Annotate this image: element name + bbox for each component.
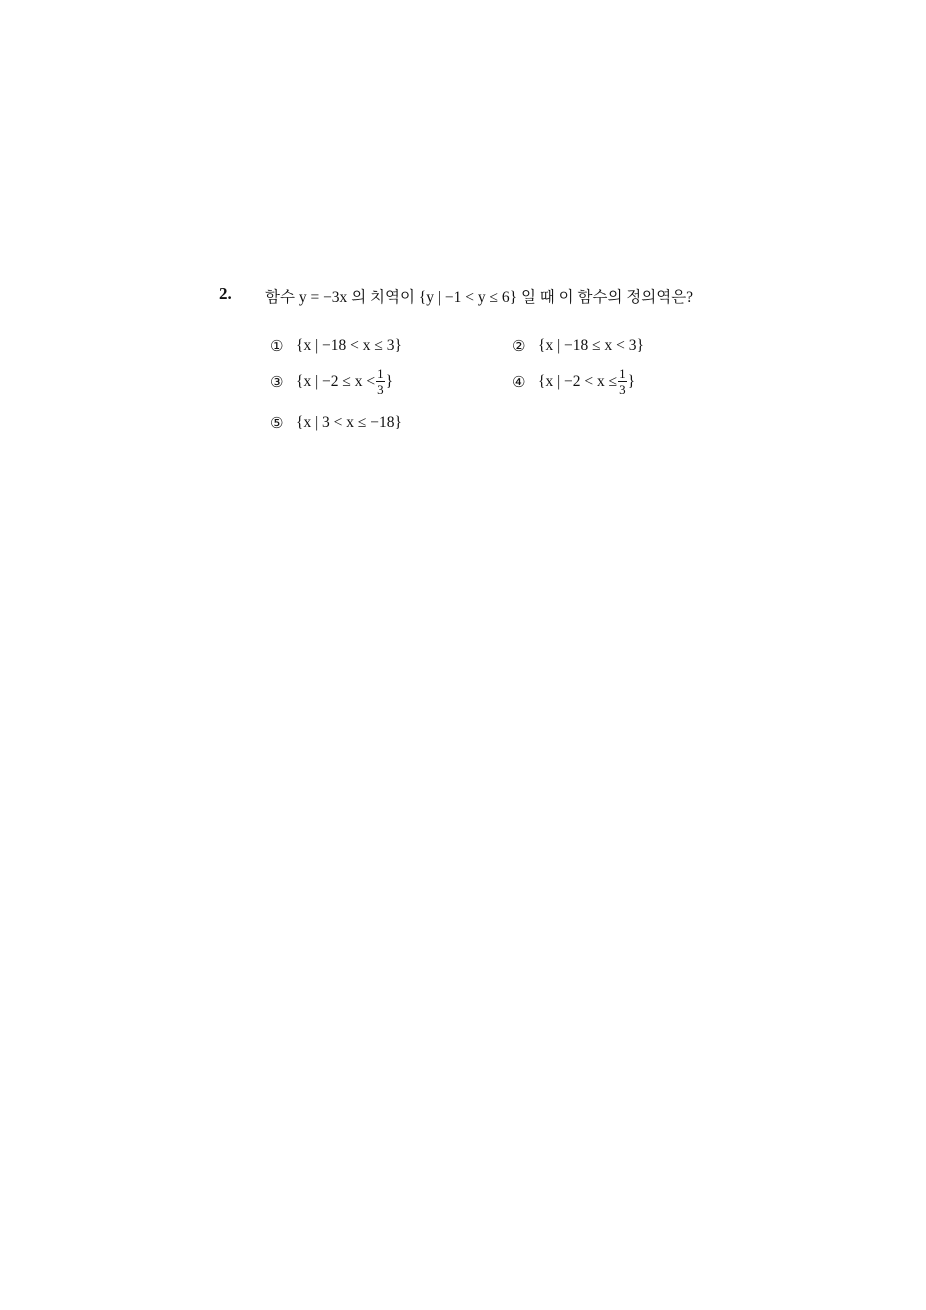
- choice-2[interactable]: [512, 337, 644, 355]
- problem-number: 2.: [219, 284, 232, 303]
- question-mid: 의 치역이: [347, 289, 419, 306]
- fraction-denominator: 3: [377, 382, 384, 397]
- choice-marker: ②: [512, 337, 526, 355]
- function-expression: y = −3x: [298, 289, 348, 306]
- choice-5[interactable]: [270, 414, 402, 432]
- choice-1[interactable]: [270, 337, 402, 355]
- choice-text: {x | −18 < x ≤ 3}: [296, 337, 402, 354]
- choice-text: {x | −18 ≤ x < 3}: [538, 337, 644, 354]
- range-set: {y | −1 < y ≤ 6}: [418, 289, 518, 306]
- choice-text: {x | 3 < x ≤ −18}: [296, 414, 402, 431]
- question-text: [265, 285, 693, 307]
- choice-4[interactable]: [512, 367, 635, 396]
- choice-text-before-fraction: {x | −2 ≤ x <: [296, 372, 376, 390]
- choice-text-before-fraction: {x | −2 < x ≤: [538, 372, 618, 390]
- fraction: [376, 367, 385, 396]
- question-prefix: 함수: [265, 289, 299, 306]
- choice-marker: ①: [270, 337, 284, 355]
- choice-marker: ③: [270, 372, 284, 391]
- choice-3[interactable]: [270, 367, 393, 396]
- choice-text-after-fraction: }: [627, 372, 636, 390]
- fraction-numerator: 1: [619, 366, 626, 381]
- question-suffix: 일 때 이 함수의 정의역은?: [517, 289, 694, 306]
- fraction-denominator: 3: [619, 382, 626, 397]
- choice-marker: ⑤: [270, 414, 284, 432]
- fraction: [618, 367, 627, 396]
- choice-text-after-fraction: }: [385, 372, 394, 390]
- fraction-numerator: 1: [377, 366, 384, 381]
- choice-marker: ④: [512, 372, 526, 391]
